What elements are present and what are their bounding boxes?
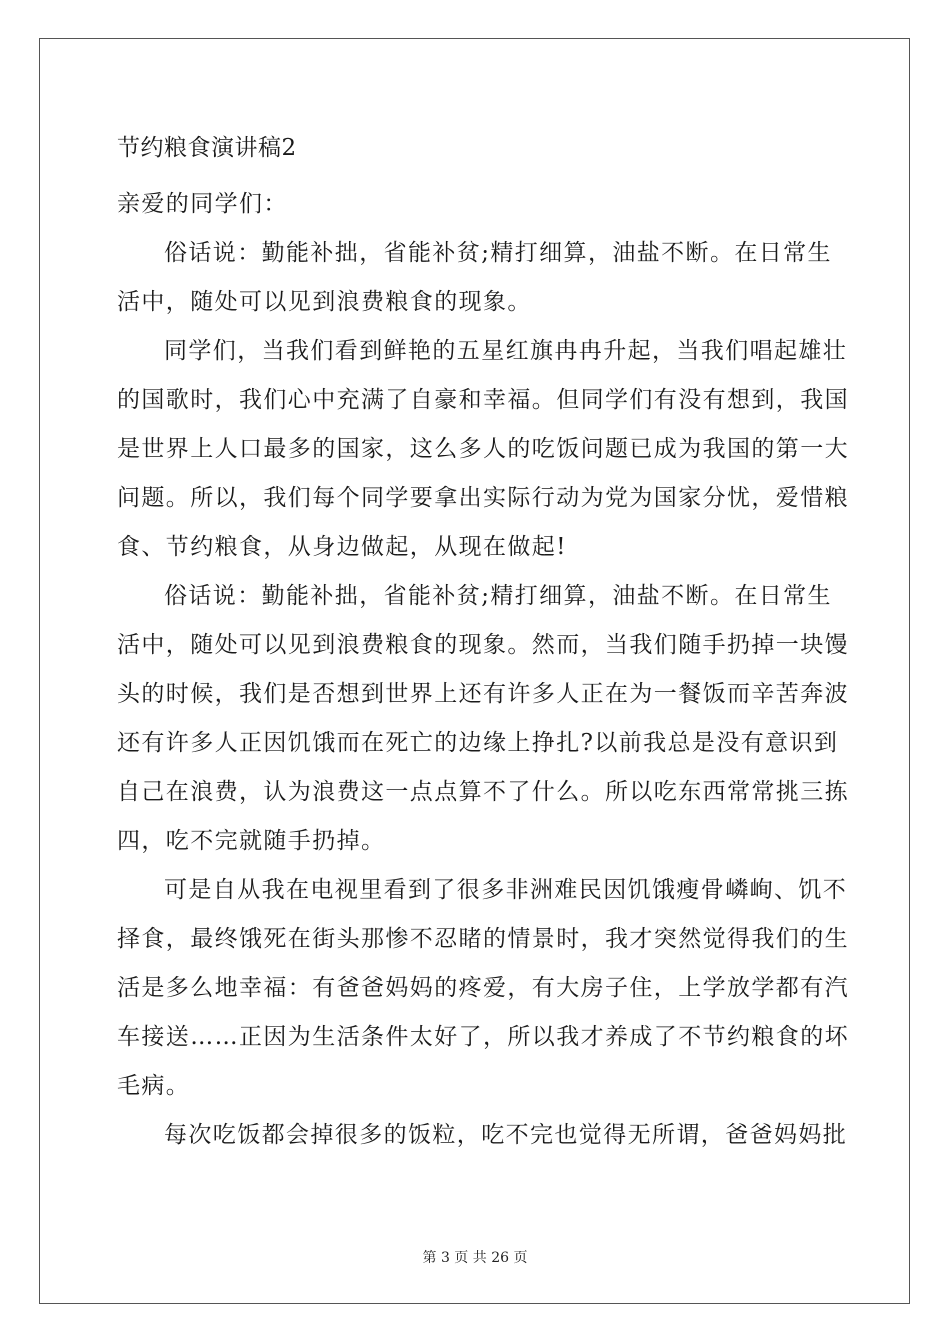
text-line: 可是自从我在电视里看到了很多非洲难民因饥饿瘦骨嶙峋、饥不: [164, 877, 848, 903]
text-line: 的国歌时，我们心中充满了自豪和幸福。但同学们有没有想到，我国: [117, 387, 849, 413]
text-line: 同学们，当我们看到鲜艳的五星红旗冉冉升起，当我们唱起雄壮: [164, 338, 848, 364]
text-line: 活中，随处可以见到浪费粮食的现象。: [117, 289, 532, 315]
text-line: 还有许多人正因饥饿而在死亡的边缘上挣扎?以前我总是没有意识到: [117, 730, 839, 756]
text-line: 俗话说：勤能补拙，省能补贫;精打细算，油盐不断。在日常生: [164, 240, 832, 266]
document-title: 节约粮食演讲稿2: [117, 135, 297, 161]
text-line: 问题。所以，我们每个同学要拿出实际行动为党为国家分忧，爱惜粮: [117, 485, 849, 511]
text-line: 择食，最终饿死在街头那惨不忍睹的情景时，我才突然觉得我们的生: [117, 926, 849, 952]
text-line: 每次吃饭都会掉很多的饭粒，吃不完也觉得无所谓，爸爸妈妈批: [164, 1122, 848, 1148]
text-line: 车接送……正因为生活条件太好了，所以我才养成了不节约粮食的坏: [117, 1024, 849, 1050]
text-line: 食、节约粮食，从身边做起，从现在做起!: [117, 534, 567, 560]
text-line: 亲爱的同学们：: [117, 191, 288, 217]
text-line: 头的时候，我们是否想到世界上还有许多人正在为一餐饭而辛苦奔波: [117, 681, 849, 707]
text-line: 是世界上人口最多的国家，这么多人的吃饭问题已成为我国的第一大: [117, 436, 849, 462]
text-line: 毛病。: [117, 1073, 191, 1099]
paragraph-lines: [117, 180, 849, 1160]
text-line: 四，吃不完就随手扔掉。: [117, 828, 386, 854]
text-line: 自己在浪费，认为浪费这一点点算不了什么。所以吃东西常常挑三拣: [117, 779, 849, 805]
document-body: [117, 128, 849, 1160]
text-line: 活是多么地幸福：有爸爸妈妈的疼爱，有大房子住，上学放学都有汽: [117, 975, 849, 1001]
text-line: 活中，随处可以见到浪费粮食的现象。然而，当我们随手扔掉一块馒: [117, 632, 849, 658]
text-line: 俗话说：勤能补拙，省能补贫;精打细算，油盐不断。在日常生: [164, 583, 832, 609]
page-footer: 第 3 页 共 26 页: [422, 1250, 528, 1266]
